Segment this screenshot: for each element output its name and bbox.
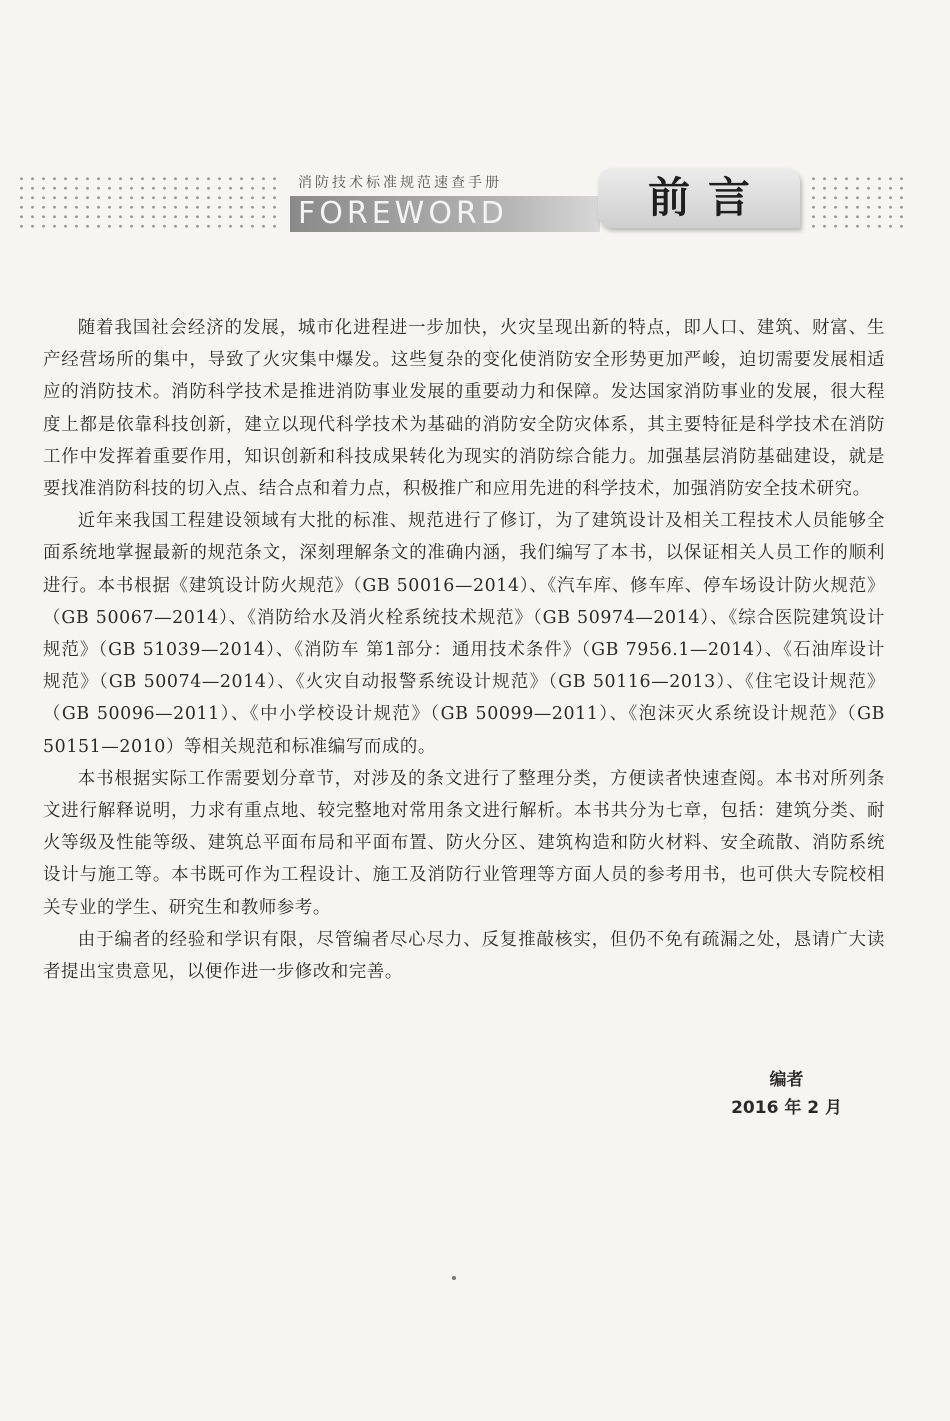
- decorative-dot-grid-left: [16, 174, 278, 232]
- paragraph-2: 近年来我国工程建设领域有大批的标准、规范进行了修订，为了建筑设计及相关工程技术人员能够全面系统地掌握最新的规范条文，深刻理解条文的准确内涵，我们编写了本书，以保证相关人员工作的顺利进行。本书根据《建筑设计防火规范》（GB 50016—2014）、《汽车库、修车库、停车场设计防火规范》（GB 50067—2014）、《消防给水及消火栓系统技术规范》（GB 50974—2014）、《综合医院建筑设计规范》（GB 51039—2014）、《消防车 第1部分：通用技术条件》（GB 7956.1—2014）、《石油库设计规范》（GB 50074—2014）、《火灾自动报警系统设计规范》（GB 50116—2013）、《住宅设计规范》（GB 50096—2011）、《中小学校设计规范》（GB 50099—2011）、《泡沫灭火系统设计规范》（GB 50151—2010）等相关规范和标准编写而成的。: [43, 511, 885, 757]
- page-title: 前言: [647, 173, 768, 222]
- paragraph-4: 由于编者的经验和学识有限，尽管编者尽心尽力、反复推敲核实，但仍不免有疏漏之处，恳请广大读者提出宝贵意见，以便作进一步修改和完善。: [43, 929, 885, 983]
- english-title: FOREWORD: [298, 196, 508, 231]
- date-label: 2016 年 2 月: [731, 1098, 842, 1118]
- paragraph-1: 随着我国社会经济的发展，城市化进程进一步加快，火灾呈现出新的特点，即人口、建筑、财富、生产经营场所的集中，导致了火灾集中爆发。这些复杂的变化使消防安全形势更加严峻，迫切需要发展相适应的消防技术。消防科学技术是推进消防事业发展的重要动力和保障。发达国家消防事业的发展，很大程度上都是依靠科技创新，建立以现代科学技术为基础的消防安全防灾体系，其主要特征是科学技术在消防工作中发挥着重要作用，知识创新和科技成果转化为现实的消防综合能力。加强基层消防基础建设，就是要找准消防科技的切入点、结合点和着力点，积极推广和应用先进的科学技术，加强消防安全技术研究。: [43, 318, 885, 500]
- foreword-body: [43, 312, 885, 988]
- paragraph-3: 本书根据实际工作需要划分章节，对涉及的条文进行了整理分类，方便读者快速查阅。本书对所列条文进行解释说明，力求有重点地、较完整地对常用条文进行解析。本书共分为七章，包括：建筑分类、耐火等级及性能等级、建筑总平面布局和平面布置、防火分区、建筑构造和防火材料、安全疏散、消防系统设计与施工等。本书既可作为工程设计、施工及消防行业管理等方面人员的参考用书，也可供大专院校相关专业的学生、研究生和教师参考。: [43, 768, 885, 918]
- page-mark: [452, 1276, 456, 1280]
- author-label: 编者: [769, 1070, 804, 1090]
- title-tab: [598, 168, 800, 228]
- book-series-title: 消防技术标准规范速查手册: [298, 175, 502, 191]
- signature-block: [731, 1066, 842, 1122]
- decorative-dot-grid-right: [808, 174, 908, 232]
- page-header: [0, 166, 950, 238]
